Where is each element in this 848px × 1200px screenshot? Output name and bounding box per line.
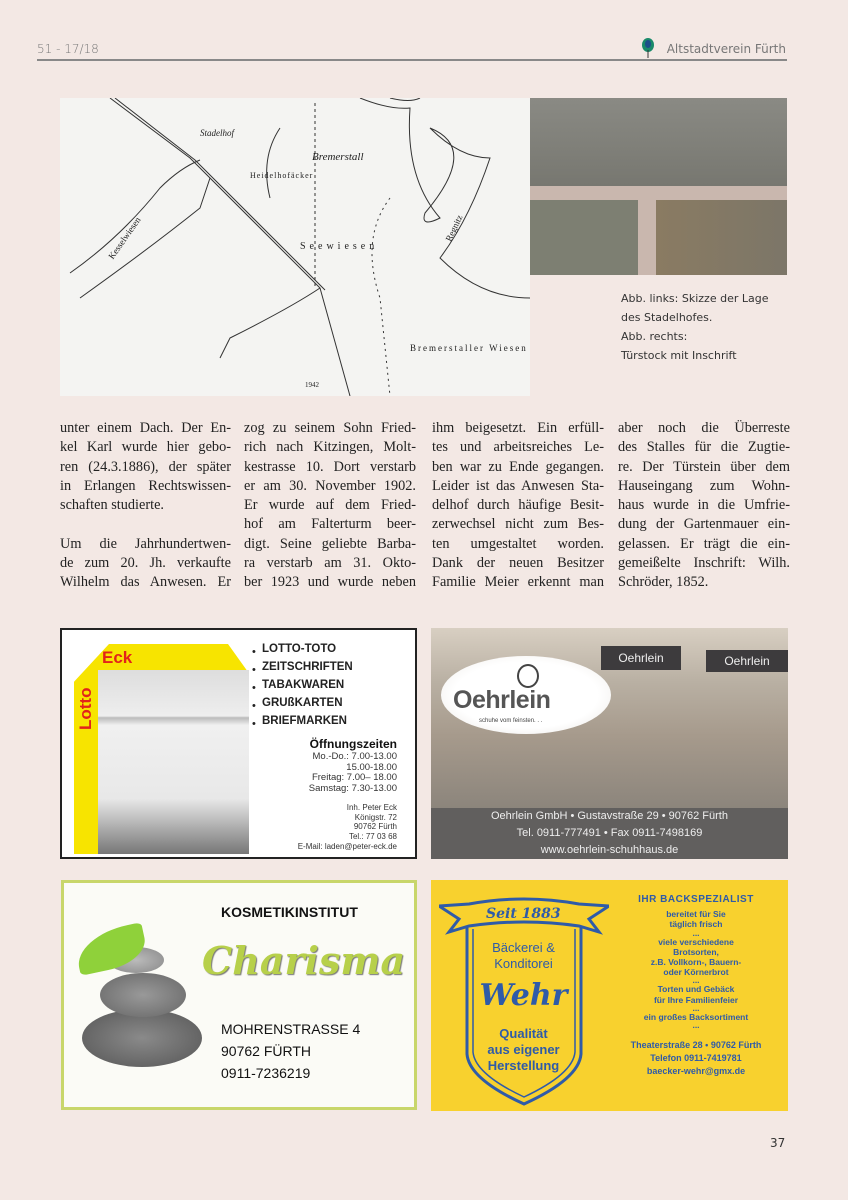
wehr-text-block: [606, 895, 786, 1078]
map-sketch-image: [60, 98, 530, 396]
article-line: zerwechsel nicht zum Bes-: [432, 516, 604, 533]
shop-building-photo: [98, 670, 249, 854]
hours-line: 15.00-18.00: [346, 761, 397, 773]
address-line: Theaterstraße 28 • 90762 Fürth: [630, 1040, 762, 1051]
article-line: Er wurde auf dem Fried-: [244, 497, 416, 514]
wehr-body-line: bereitet für Sie: [666, 909, 726, 920]
product-item: LOTTO-TOTO: [262, 643, 337, 655]
product-item: BRIEFMARKEN: [262, 715, 347, 727]
map-label: Bremerstaller Wiesen: [410, 343, 528, 353]
article-line: Familie Meier erkennt man: [432, 574, 604, 591]
article-line: ihm beigesetzt. Ein erfüll-: [432, 420, 604, 436]
wehr-body-line: ...: [692, 1002, 700, 1013]
map-label: Kesselwiesen: [106, 215, 143, 261]
article-line: zog zu seinem Sohn Fried-: [244, 420, 416, 436]
article-line: in Erlangen Rechtswissen-: [60, 477, 231, 494]
contact-email: E-Mail: laden@peter-eck.de: [297, 841, 397, 851]
lotto-brand-eck: Eck: [102, 648, 133, 667]
article-line: Dank der neuen Besitzer: [432, 555, 604, 572]
wehr-body-line: z.B. Vollkorn-, Bauern-: [650, 957, 742, 968]
article-line: dung der Gartenmauer ein-: [618, 516, 790, 533]
figure-caption: [621, 289, 768, 365]
map-label: 1942: [305, 381, 319, 389]
phone-line: Telefon 0911-7419781: [650, 1053, 742, 1064]
website-link: www.oehrlein-schuhhaus.de: [540, 844, 679, 856]
caption-line: Abb. rechts:: [621, 330, 688, 343]
map-label: Stadelhof: [200, 128, 234, 138]
tree-logo-icon: [641, 38, 655, 58]
article-line: Leider ist das Anwesen Sta-: [432, 477, 604, 494]
article-line: kestrasse 10. Dort verstarb: [244, 458, 416, 475]
article-column-3: [432, 419, 604, 593]
wehr-body-line: Brotsorten,: [673, 946, 719, 957]
door-lintel-photo: [530, 98, 787, 275]
oehrlein-logo: Oehrlein: [453, 686, 551, 714]
article-line: delhof durch häufige Besit-: [432, 497, 604, 514]
contact-line: 90762 Fürth: [353, 822, 397, 832]
product-item: ZEITSCHRIFTEN: [262, 661, 353, 673]
quality-line: Qualität: [499, 1026, 548, 1041]
wehr-body-line: oder Körnerbrot: [663, 967, 729, 978]
lotto-brand-side: Lotto: [76, 687, 95, 730]
product-item: TABAKWAREN: [262, 679, 345, 691]
article-line: Schröder, 1852.: [618, 574, 709, 591]
article-line: ben war zu Ende gegangen.: [432, 458, 604, 475]
article-line: [60, 515, 231, 534]
lotto-product-list: [262, 640, 353, 730]
article-line: haus wurde in die Umfrie-: [618, 497, 790, 514]
article-line: re. Der Türstein über dem: [618, 458, 790, 475]
lotto-eck-ad: [60, 628, 417, 859]
hours-line: Samstag: 7.30-13.00: [308, 782, 397, 794]
map-label: Regnitz: [443, 213, 465, 243]
wehr-body-line: täglich frisch: [669, 919, 723, 930]
article-column-4: [618, 419, 790, 593]
article-line: unter einem Dach. Der En-: [60, 420, 231, 436]
header-divider: [37, 59, 787, 61]
article-line: kel Karl wurde hier gebo-: [60, 439, 231, 456]
charisma-ad: [61, 880, 417, 1110]
article-line: gelassen. Er trägt die ein-: [618, 535, 790, 552]
charisma-logo: Charisma: [202, 938, 406, 983]
address-line: MOHRENSTRASSE 4: [221, 1021, 361, 1037]
article-line: ra verstarb am 31. Okto-: [244, 555, 416, 572]
wehr-body-line: ein großes Backsortiment: [643, 1011, 749, 1022]
article-line: ber 1923 und wurde neben: [244, 574, 416, 591]
address-line: Oehrlein GmbH • Gustavstraße 29 • 90762 Fürth: [491, 810, 728, 822]
article-line: Wilhelm das Anwesen. Er: [60, 574, 231, 591]
wehr-body-line: ...: [692, 927, 700, 938]
city-line: 90762 FÜRTH: [221, 1043, 312, 1059]
map-label: Bremerstall: [312, 151, 364, 163]
bullet-list-icons: • • • • •: [252, 646, 256, 730]
issue-number: 51 - 17/18: [37, 42, 99, 56]
oehrlein-tagline: schuhe vom feinsten. . .: [479, 718, 543, 724]
article-column-2: [244, 419, 416, 593]
hours-line: Mo.-Do.: 7.00-13.00: [312, 751, 397, 762]
map-label: Seewiesen: [300, 241, 379, 252]
logo-emblem-icon: [517, 664, 539, 688]
contact-line: Königstr. 72: [354, 812, 397, 822]
article-column-1: [60, 419, 231, 593]
hours-title: Öffnungszeiten: [309, 737, 397, 751]
article-line: des Stalles für die Zugtie-: [618, 439, 790, 456]
wehr-heading: IHR BACKSPEZIALIST: [638, 894, 754, 905]
since-banner: Seit 1883: [486, 906, 561, 922]
charisma-title: KOSMETIKINSTITUT: [221, 904, 358, 920]
caption-line: Abb. links: Skizze der Lage: [621, 292, 769, 305]
wehr-body-line: ...: [692, 975, 700, 986]
article-line: Hauseingang zum Wohn-: [618, 477, 790, 494]
stones-image: [82, 1009, 202, 1067]
wehr-body-line: ...: [692, 1020, 700, 1031]
baeckerei-wehr-ad: [431, 880, 788, 1111]
page-number: 37: [770, 1136, 786, 1150]
article-line: ten umgestaltet worden.: [432, 535, 604, 552]
article-line: er am 30. November 1902.: [244, 477, 416, 494]
quality-line: aus eigener: [487, 1042, 560, 1057]
article-line: aber noch die Überreste: [618, 420, 790, 436]
product-item: GRUßKARTEN: [262, 697, 343, 709]
article-line: de zum 20. Jh. verkaufte: [60, 555, 231, 572]
bakery-subtitle: Konditorei: [494, 956, 553, 971]
bakery-subtitle: Bäckerei &: [492, 940, 555, 955]
article-line: Um die Jahrhundertwen-: [60, 535, 231, 552]
caption-line: Türstock mit Inschrift: [621, 349, 737, 362]
article-line: digt. Seine geliebte Barba-: [244, 535, 416, 552]
article-line: gemeißelte Inschrift: Wilh.: [618, 555, 790, 572]
article-line: hof am Falterturm beer-: [244, 516, 416, 533]
contact-line: Tel.: 77 03 68: [348, 832, 397, 842]
article-line: schaften studierte.: [60, 497, 165, 514]
wehr-body-line: Torten und Gebäck: [657, 984, 735, 995]
phone-line: 0911-7236219: [221, 1065, 311, 1081]
quality-line: Herstellung: [487, 1058, 560, 1073]
map-label: Heidelhofäcker: [250, 171, 314, 180]
wehr-body-line: viele verschiedene: [658, 936, 734, 947]
article-line: rich nach Kitzingen, Molt-: [244, 439, 416, 456]
email-line: baecker-wehr@gmx.de: [646, 1066, 746, 1077]
contact-line: Inh. Peter Eck: [346, 803, 397, 812]
wehr-logo: Wehr: [479, 978, 568, 1013]
article-line: ren (24.3.1886), der später: [60, 458, 231, 475]
awning-sign: Oehrlein: [706, 650, 788, 672]
phone-line: Tel. 0911-777491 • Fax 0911-7498169: [516, 827, 703, 839]
hours-line: Freitag: 7.00– 18.00: [311, 772, 397, 783]
oehrlein-ad: [431, 628, 788, 859]
wehr-body-line: für Ihre Familienfeier: [653, 994, 739, 1005]
awning-sign: Oehrlein: [601, 646, 681, 670]
caption-line: des Stadelhofes.: [621, 311, 713, 324]
publisher-name: Altstadtverein Fürth: [666, 42, 786, 56]
article-line: tes und arbeitsreiches Le-: [432, 439, 604, 456]
